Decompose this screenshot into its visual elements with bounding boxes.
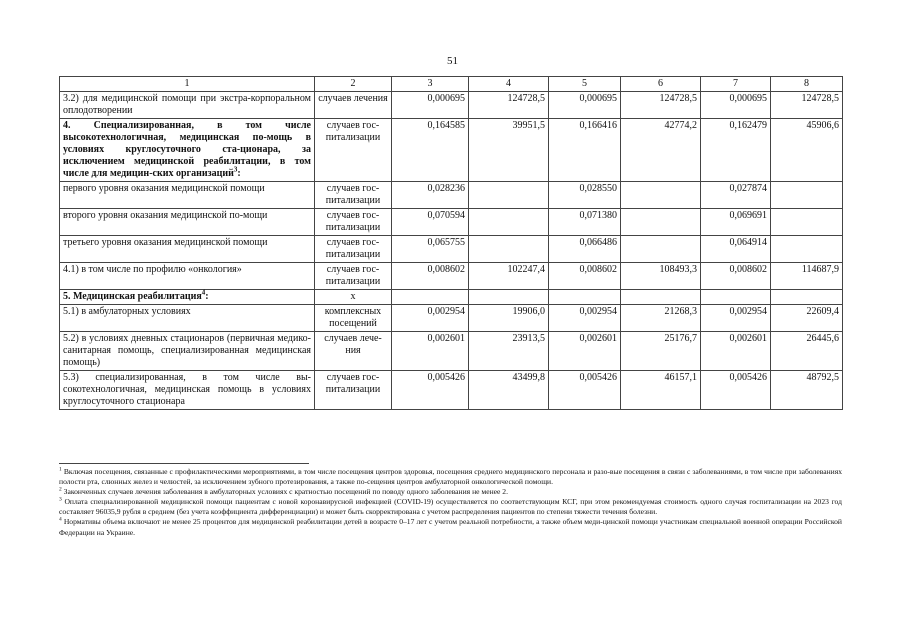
value-cell: 102247,4 (469, 263, 549, 290)
indicator-name-cell (60, 209, 315, 236)
value-cell: 43499,8 (469, 371, 549, 410)
value-cell: 0,065755 (392, 236, 469, 263)
table-row (60, 209, 843, 236)
header-cell: 4 (469, 77, 549, 92)
value-cell: 0,000695 (701, 92, 771, 119)
indicator-name-cell (60, 305, 315, 332)
value-cell: 0,002601 (549, 332, 621, 371)
value-cell: 46157,1 (621, 371, 701, 410)
header-cell: 5 (549, 77, 621, 92)
value-cell: 48792,5 (771, 371, 843, 410)
value-cell: 39951,5 (469, 119, 549, 182)
value-cell: 42774,2 (621, 119, 701, 182)
footnote-ref: 3 (233, 165, 238, 174)
value-cell: 0,028236 (392, 182, 469, 209)
value-cell: 108493,3 (621, 263, 701, 290)
header-cell: 3 (392, 77, 469, 92)
footnote-text: Нормативы объема включают не менее 25 процентов для медицинской реабилитации детей в возрасте 0–17 лет с учетом реальной потребности, а также объем меди-цинской помощи участникам специальной военной операции Российской Федерации на Украине. (59, 517, 842, 537)
value-cell: 26445,6 (771, 332, 843, 371)
value-cell (621, 290, 701, 305)
unit-cell: случаев гос-питализации (315, 119, 392, 182)
indicator-name: второго уровня оказания медицинской по-мощи (63, 210, 268, 221)
value-cell: 0,005426 (701, 371, 771, 410)
value-cell (621, 182, 701, 209)
indicator-name-cell (60, 263, 315, 290)
value-cell (392, 290, 469, 305)
indicator-name-cell (60, 290, 315, 305)
unit-cell: случаев гос-питализации (315, 209, 392, 236)
header-cell: 6 (621, 77, 701, 92)
footnote-text: Законченных случаев лечения заболевания в амбулаторных условиях с кратностью посещений по поводу одного заболевания не менее 2. (63, 487, 508, 497)
value-cell (771, 236, 843, 263)
value-cell: 0,000695 (549, 92, 621, 119)
footnote-mark: 2 (59, 486, 62, 493)
page-number: 51 (447, 55, 458, 67)
value-cell: 0,071380 (549, 209, 621, 236)
value-cell: 45906,6 (771, 119, 843, 182)
indicator-name: 3.2) для медицинской помощи при экстра-корпоральном оплодотворении (63, 93, 311, 116)
value-cell (771, 290, 843, 305)
indicator-name: третьего уровня оказания медицинской помощи (63, 237, 268, 248)
value-cell: 0,008602 (392, 263, 469, 290)
header-cell: 7 (701, 77, 771, 92)
table-row (60, 92, 843, 119)
value-cell: 0,002954 (392, 305, 469, 332)
unit-cell: случаев гос-питализации (315, 236, 392, 263)
value-cell: 0,005426 (392, 371, 469, 410)
value-cell (771, 182, 843, 209)
value-cell: 0,066486 (549, 236, 621, 263)
header-cell: 8 (771, 77, 843, 92)
table-row (60, 263, 843, 290)
value-cell (621, 209, 701, 236)
table-row (60, 371, 843, 410)
value-cell: 0,005426 (549, 371, 621, 410)
value-cell (469, 290, 549, 305)
value-cell (469, 236, 549, 263)
value-cell: 0,002954 (701, 305, 771, 332)
value-cell: 0,002601 (392, 332, 469, 371)
value-cell: 0,027874 (701, 182, 771, 209)
unit-cell: случаев лечения (315, 92, 392, 119)
value-cell: 0,070594 (392, 209, 469, 236)
footnote-mark: 4 (59, 516, 62, 523)
norms-table (59, 76, 843, 410)
indicator-name: 5.1) в амбулаторных условиях (63, 306, 191, 317)
table-row (60, 182, 843, 209)
footnote-mark: 1 (59, 466, 62, 473)
value-cell: 21268,3 (621, 305, 701, 332)
table-header-row (60, 77, 843, 92)
indicator-name-cell (60, 332, 315, 371)
indicator-name-cell (60, 182, 315, 209)
value-cell (549, 290, 621, 305)
table-row (60, 119, 843, 182)
unit-cell: комплексных посещений (315, 305, 392, 332)
table-row (60, 236, 843, 263)
footnote (59, 467, 842, 487)
indicator-name: 4.1) в том числе по профилю «онкология» (63, 264, 242, 275)
header-cell: 2 (315, 77, 392, 92)
footnote-separator (59, 463, 309, 464)
unit-cell: случаев гос-питализации (315, 182, 392, 209)
value-cell: 0,164585 (392, 119, 469, 182)
indicator-name-cell (60, 119, 315, 182)
indicator-name-suffix: : (237, 168, 241, 179)
value-cell (469, 182, 549, 209)
value-cell: 124728,5 (469, 92, 549, 119)
value-cell: 19906,0 (469, 305, 549, 332)
indicator-name: 5.3) специализированная, в том числе вы-сокотехнологичная, медицинская помощь в условиях круглосуточного стационара (63, 372, 311, 407)
value-cell: 0,000695 (392, 92, 469, 119)
indicator-name: 4. Специализированная, в том числе высокотехнологичная, медицинская по-мощь в условиях круглосуточного ста-ционара, за исключением медицинской реабилитации, в том числе для медицин-ских организаций (63, 120, 311, 179)
value-cell (469, 209, 549, 236)
value-cell: 22609,4 (771, 305, 843, 332)
header-cell: 1 (60, 77, 315, 92)
value-cell: 0,166416 (549, 119, 621, 182)
indicator-name-cell (60, 236, 315, 263)
footnote (59, 497, 842, 517)
value-cell: 0,002601 (701, 332, 771, 371)
indicator-name-cell (60, 371, 315, 410)
unit-cell: случаев гос-питализации (315, 263, 392, 290)
unit-cell: случаев гос-питализации (315, 371, 392, 410)
table-row (60, 305, 843, 332)
indicator-name: 5.2) в условиях дневных стационаров (первичная медико-санитарная помощь, специализированная медицинская помощь) (63, 333, 311, 368)
value-cell: 23913,5 (469, 332, 549, 371)
value-cell: 0,162479 (701, 119, 771, 182)
footnote-text: Оплата специализированной медицинской помощи пациентам с новой коронавирусной инфекцией (COVID-19) осуществляется по соответствующим КСГ, при этом рекомендуемая стоимость одного случая госпитализации на 2023 год составляет 96035,9 рубля в среднем (без учета коэффициента дифференциации) и может быть скорректирована с учетом распределения пациентов по степени тяжести течения болезни. (59, 497, 842, 517)
value-cell (621, 236, 701, 263)
indicator-name-suffix: : (205, 291, 209, 302)
footnote (59, 517, 842, 537)
value-cell: 0,028550 (549, 182, 621, 209)
footnotes (59, 467, 842, 538)
unit-cell: случаев лече-ния (315, 332, 392, 371)
footnote (59, 487, 842, 497)
indicator-name-cell (60, 92, 315, 119)
unit-cell: х (315, 290, 392, 305)
indicator-name: 5. Медицинская реабилитация (63, 291, 202, 302)
value-cell: 25176,7 (621, 332, 701, 371)
value-cell: 0,008602 (549, 263, 621, 290)
footnote-mark: 3 (59, 496, 62, 503)
value-cell (771, 209, 843, 236)
value-cell (701, 290, 771, 305)
table-row (60, 332, 843, 371)
value-cell: 114687,9 (771, 263, 843, 290)
table-body (60, 77, 843, 410)
footnote-text: Включая посещения, связанные с профилактическими мероприятиями, в том числе посещения центров здоровья, посещения среднего медицинского персонала и разо-вые посещения в связи с заболеваниями, в том числе при заболеваниях полости рта, слюнных желез и челюстей, за исключением зубного протезирования, а также по-сещения центров амбулаторной онкологической помощи. (59, 467, 842, 487)
table-row (60, 290, 843, 305)
value-cell: 0,002954 (549, 305, 621, 332)
value-cell: 0,064914 (701, 236, 771, 263)
value-cell: 124728,5 (771, 92, 843, 119)
value-cell: 0,069691 (701, 209, 771, 236)
value-cell: 0,008602 (701, 263, 771, 290)
value-cell: 124728,5 (621, 92, 701, 119)
footnote-ref: 4 (201, 288, 206, 297)
indicator-name: первого уровня оказания медицинской помощи (63, 183, 265, 194)
